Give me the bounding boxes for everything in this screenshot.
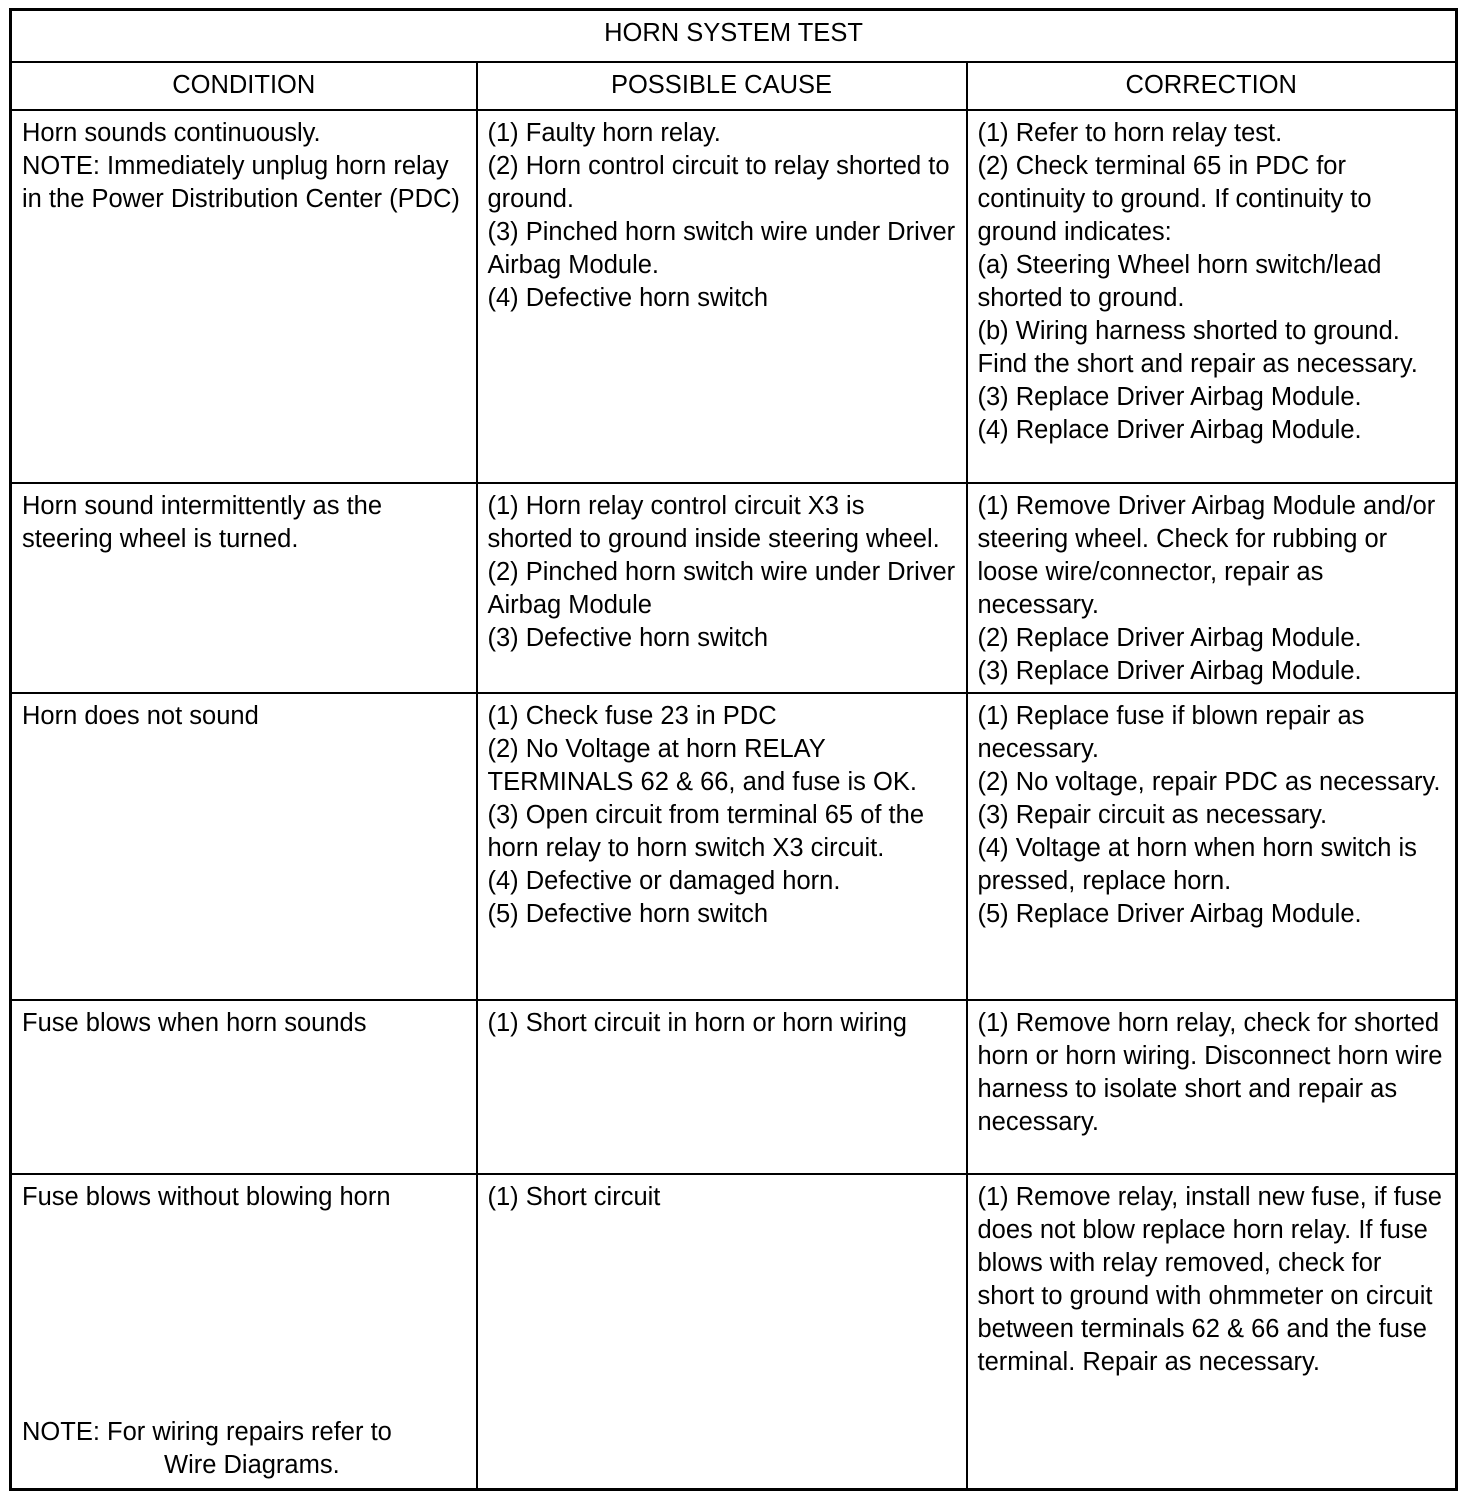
correction-line: (1) Remove horn relay, check for shorted horn or horn wiring. Disconnect horn wire harness to isolate short and repair as necessary. (977, 1009, 1443, 1136)
cause-line: (1) Horn relay control circuit X3 is shorted to ground inside steering wheel. (487, 492, 940, 553)
condition-note: NOTE: Immediately unplug horn relay in the Power Distribution Center (PDC) (22, 152, 460, 213)
correction-cell (967, 1174, 1457, 1489)
cause-line: (4) Defective horn switch (487, 284, 769, 312)
cause-line: (2) Pinched horn switch wire under Driver Airbag Module (487, 558, 956, 619)
cause-line: (1) Short circuit (487, 1183, 661, 1211)
condition-cell (11, 1000, 477, 1174)
cause-line: (1) Check fuse 23 in PDC (487, 702, 777, 730)
correction-line: (4) Voltage at horn when horn switch is pressed, replace horn. (977, 834, 1417, 895)
correction-line: (3) Replace Driver Airbag Module. (977, 657, 1362, 685)
correction-line: (3) Repair circuit as necessary. (977, 801, 1328, 829)
cause-cell (477, 693, 967, 1000)
correction-line: (4) Replace Driver Airbag Module. (977, 416, 1362, 444)
correction-line: (b) Wiring harness shorted to ground. Find the short and repair as necessary. (977, 317, 1418, 378)
cause-line: (1) Short circuit in horn or horn wiring (487, 1009, 907, 1037)
condition-cell (11, 110, 477, 483)
cause-line: (1) Faulty horn relay. (487, 119, 721, 147)
table-row (11, 483, 1457, 693)
condition-line: Horn sounds continuously. (22, 119, 321, 147)
table-row (11, 693, 1457, 1000)
condition-line: Fuse blows without blowing horn (22, 1183, 391, 1211)
condition-cell (11, 1174, 477, 1489)
correction-line: (1) Refer to horn relay test. (977, 119, 1283, 147)
note-line-1: NOTE: For wiring repairs refer to (22, 1417, 392, 1446)
correction-cell (967, 110, 1457, 483)
horn-system-test-document (9, 8, 1455, 1491)
correction-cell (967, 693, 1457, 1000)
cause-line: (3) Defective horn switch (487, 624, 769, 652)
header-correction: CORRECTION (967, 62, 1457, 110)
correction-line: (1) Replace fuse if blown repair as necessary. (977, 702, 1365, 763)
correction-line: (5) Replace Driver Airbag Module. (977, 900, 1362, 928)
cause-line: (2) Horn control circuit to relay shorted to ground. (487, 152, 950, 213)
note-line-2: Wire Diagrams. (164, 1450, 340, 1479)
cause-line: (2) No Voltage at horn RELAY TERMINALS 62 & 66, and fuse is OK. (487, 735, 917, 796)
condition-cell (11, 693, 477, 1000)
correction-cell (967, 1000, 1457, 1174)
horn-system-test-table (9, 8, 1458, 1491)
correction-cell (967, 483, 1457, 693)
correction-line: (1) Remove relay, install new fuse, if fuse does not blow replace horn relay. If fuse blows with relay removed, check for short to ground with ohmmeter on circuit between terminals 62 & 66 and the fuse terminal. Repair as necessary. (977, 1183, 1442, 1376)
table-row (11, 1174, 1457, 1489)
title-row (11, 10, 1457, 63)
table-row (11, 1000, 1457, 1174)
cause-cell (477, 1000, 967, 1174)
header-condition: CONDITION (11, 62, 477, 110)
correction-line: (2) Check terminal 65 in PDC for continuity to ground. If continuity to ground indicates: (977, 152, 1372, 246)
table-title: HORN SYSTEM TEST (11, 10, 1457, 63)
cause-line: (3) Pinched horn switch wire under Driver Airbag Module. (487, 218, 956, 279)
cause-line: (5) Defective horn switch (487, 900, 769, 928)
cause-cell (477, 483, 967, 693)
correction-line: (2) No voltage, repair PDC as necessary. (977, 768, 1441, 796)
correction-line: (a) Steering Wheel horn switch/lead shorted to ground. (977, 251, 1382, 312)
correction-line: (2) Replace Driver Airbag Module. (977, 624, 1362, 652)
cause-cell (477, 110, 967, 483)
condition-line: Fuse blows when horn sounds (22, 1009, 367, 1037)
condition-cell (11, 483, 477, 693)
correction-line: (1) Remove Driver Airbag Module and/or steering wheel. Check for rubbing or loose wire/connector, repair as necessary. (977, 492, 1436, 619)
wiring-repairs-note (22, 1416, 466, 1482)
condition-line: Horn does not sound (22, 702, 259, 730)
cause-line: (4) Defective or damaged horn. (487, 867, 841, 895)
header-row (11, 62, 1457, 110)
condition-line: Horn sound intermittently as the steering wheel is turned. (22, 492, 383, 553)
table-row (11, 110, 1457, 483)
cause-cell (477, 1174, 967, 1489)
header-possible-cause: POSSIBLE CAUSE (477, 62, 967, 110)
correction-line: (3) Replace Driver Airbag Module. (977, 383, 1362, 411)
cause-line: (3) Open circuit from terminal 65 of the horn relay to horn switch X3 circuit. (487, 801, 925, 862)
